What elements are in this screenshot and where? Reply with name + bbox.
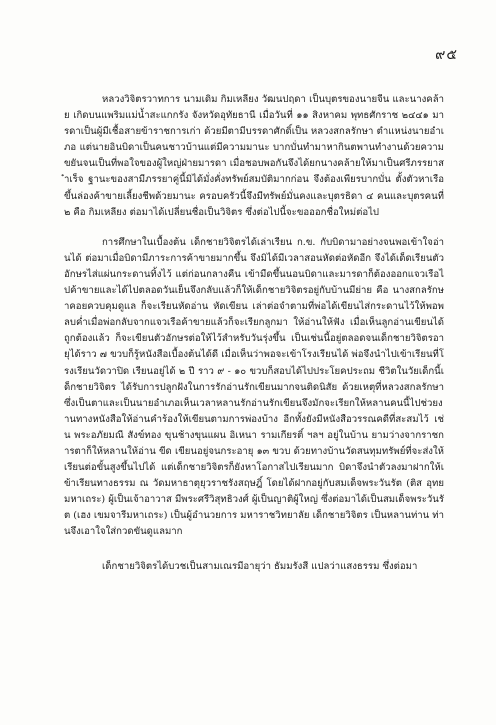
page-number: ๙๕ [435,47,458,63]
body-text [64,70,444,589]
paragraph-biography-intro: หลวงวิจิตรวาทการ นามเดิม กิมเหลียง วัฒนปฤดา เป็นบุตรของนายจีน และนางคล้าย เกิดบนแพริมแม่น้ำสะแกกรัง จังหวัดอุทัยธานี เมื่อวันที่ ๑๑ สิงหาคม พุทธศักราช ๒๔๔๑ มารดาเป็นผู้มีเชื้อสายข้าราชการเก่า ด้วยมีตามีบรรดาศักดิ์เป็น หลวงสกลรักษา ตำแหน่งนายอำเภอ แต่นายอินบิดาเป็นคนชาวบ้านแต่มีความมานะ บากบั่นทำมาหากินตพานทำงานด้วยความขยันจนเป็นที่พอใจของผู้ใหญ่ฝ่ายมารดา เมื่อชอบพอกันจึงได้ยกนางคล้ายให้มาเป็นศรีภรรยาสำเร็จ ฐานะของสามีภรรยาคู่นี้มิได้มั่งคั่งทรัพย์สมบัติมากก่อน จึงต้องเพียรบากบั่น ตั้งตัวหาเรือขึ้นล่องค้าขายเลี้ยงชีพด้วยมานะ ครอบครัวนี้จึงมีทรัพย์มั่นคงและบุตรธิดา ๔ คนและบุตรคนที่ ๒ คือ กิมเหลียง ต่อมาได้เปลี่ยนชื่อเป็นวิจิตร ซึ่งต่อไปนี้จะขอออกชื่อใหม่ต่อไป [64,94,444,218]
paragraph-novice-ordination: เด็กชายวิจิตรได้บวชเป็นสามเณรมีอายุว่า ธัมมรังสี แปลว่าแสงธรรม ซึ่งต่อมา [102,560,418,572]
paragraph-early-education: การศึกษาในเบื้องต้น เด็กชายวิจิตรได้เล่าเรียน ก.ข. กับบิดามาอย่างจนพอเข้าใจอ่านได้ ต่อมาเมื่อบิดามีภาระการค้าขายมากขึ้น จึงมิได้มีเวลาสอนหัดต่อหัดอีก จึงได้เด็ดเรียนตัวอักษรไส่แผ่นกระดานทิ้งไว้ แต่ก่อนกลางคืน เข้ามืดขึ้นนอนบิดาและมารดาก็ต้องออกแจวเรือไปค้าขายและได้ไปตลอดวันเย็นจึงกลับแล้วก็ให้เด็กชายวิจิตรอยู่กับบ้านมีย่าย คือ นางสกลรักษาคอยควบคุมดูแล ก็จะเรียนหัดอ่าน หัดเขียน เล่าต่อจำตามที่พ่อได้เขียนไส่กระดานไว้ให้พอพลบค่ำเมื่อพ่อกลับจากแจวเรือค้าขายแล้วก็จะเรียกลูกมา ให้อ่านให้ฟัง เมื่อเห็นลูกอ่านเขียนได้ถูกต้องแล้ว ก็จะเขียนตัวอักษรต่อให้ไว้สำหรับวันรุ่งขึ้น เป็นเช่นนี้อยู่ตลอดจนเด็กชายวิจิตรอายุได้ราว ๗ ขวบก็รู้หนังสือเบื้องต้นได้ดี เมื่อเห็นว่าพอจะเข้าโรงเรียนได้ พ่อจึงนำไปเข้าเรียนที่โรงเรียนวัดวาปิด เรียนอยู่ได้ ๒ ปี ราว ๙ - ๑๐ ขวบก็สอบได้ไปประโยคประถม ชีวิตในวัยเด็กนี้เด็กชายวิจิตร ได้รับการปลูกฝังในการรักอ่านรักเขียนมากจนติดนิสัย ด้วยเหตุที่หลวงสกลรักษา ซึ่งเป็นตาและเป็นนายอำเภอเห็นเวลาหลานรักอ่านรักเขียนจึงมักจะเรียกให้หลานคนนี้ไปช่วยงานทางหนังสือให้อ่านคำร้องให้เขียนตามการพ่องบ้าง อีกทั้งยังมีหนังสือวรรณคดีที่สะสมไว้ เช่น พระอภัยมณี สังข์ทอง ขุนช้างขุนแผน อิเหนา รามเกียรติ์ ฯลฯ อยู่ในบ้าน ยามว่างจากราชการตาก็ให้หลานให้อ่าน ขีด เขียนอยู่จนกระอายุ ๑๓ ขวบ ด้วยทางบ้านวัดสนทุมทรัพย์ที่จะส่งให้เรียนต่อขั้นสูงขึ้นไปได้ แต่เด็กชายวิจิตรก็ยังหาโอกาสไปเรียนมาก บิดาจึงนำตัวลงมาฝากให้เข้าเรียนทางธรรม ณ วัดมหาธาตุยุวราชรังสฤษฎิ์ โดยได้ฝากอยู่กับสมเด็จพระวันรัต (ติส อุทยมหาเถระ) ผู้เป็นเจ้าอาวาส มีพระศรีวิสุทธิวงศ์ ผู้เป็นญาติผู้ใหญ่ ซึ่งต่อมาได้เป็นสมเด็จพระวันรัต (เฮง เขมจารีมหาเถระ) เป็นผู้อำนวยการ มหาราชวิทยาลัย เด็กชายวิจิตร เป็นหลานท่าน ท่านจึงเอาใจใส่กวดขันดูแลมาก [64,236,444,538]
